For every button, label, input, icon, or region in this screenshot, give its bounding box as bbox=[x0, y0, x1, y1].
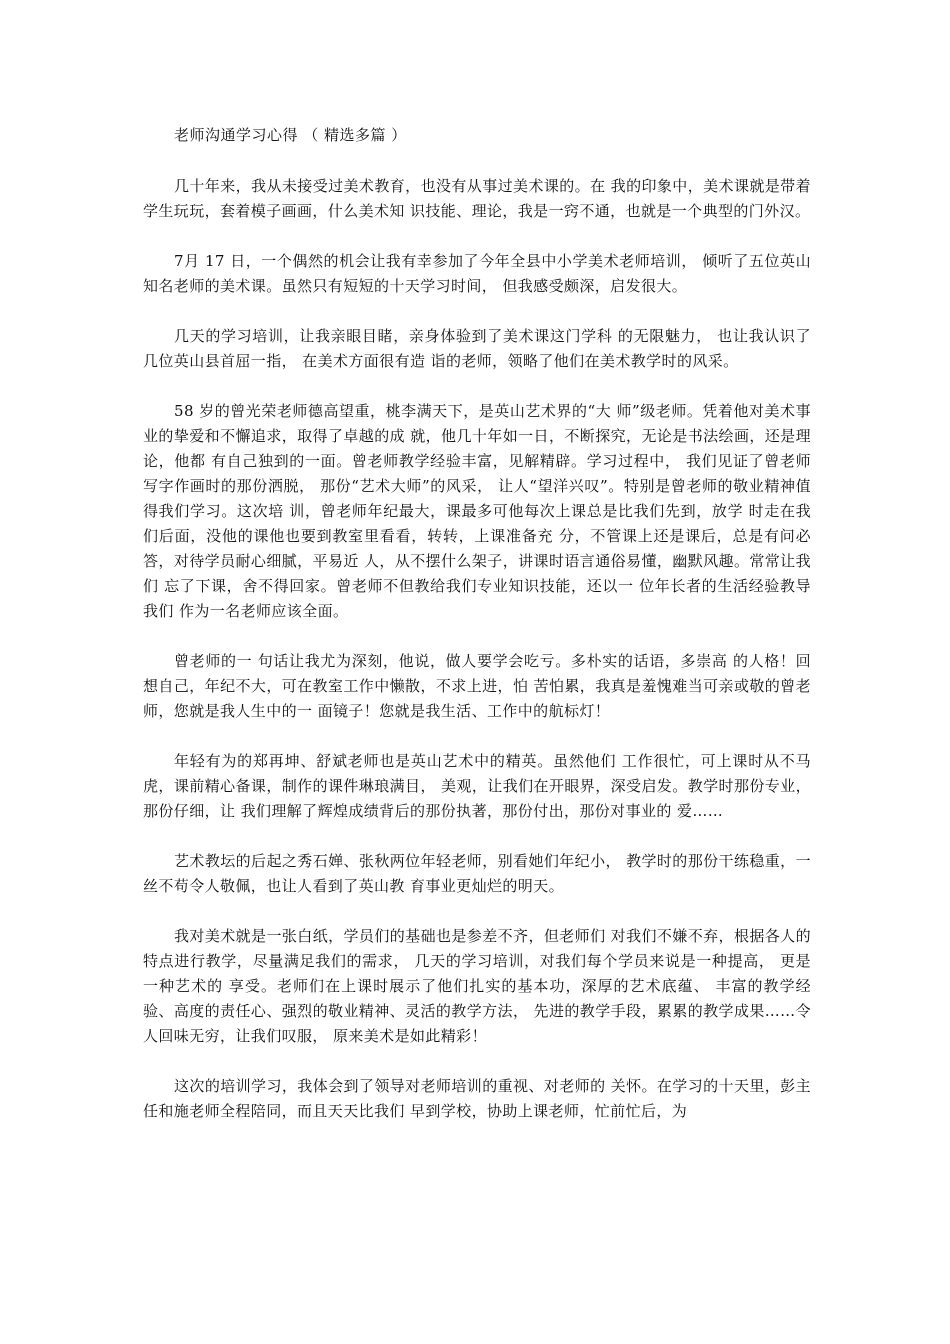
document-body bbox=[143, 174, 811, 1149]
document-title: 老师沟通学习心得 （ 精选多篇 ） bbox=[174, 126, 407, 144]
paragraph-9: 这次的培训学习，我体会到了领导对老师培训的重视、对老师的 关怀。在学习的十天里，彭主任和施老师全程陪同，而且天天比我们 早到学校，协助上课老师，忙前忙后，为 bbox=[143, 1077, 811, 1120]
paragraph-6: 年轻有为的郑再坤、舒斌老师也是英山艺术中的精英。虽然他们 工作很忙，可上课时从不马虎，课前精心备课，制作的课件琳琅满目， 美观，让我们在开眼界，深受启发。教学时那份专业，那份仔细，让 我们理解了辉煌成绩背后的那份执著，那份付出，那份对事业的 爱…… bbox=[143, 752, 811, 820]
paragraph-2: 7月 17 日，一个偶然的机会让我有幸参加了今年全县中小学美术老师培训， 倾听了五位英山知名老师的美术课。虽然只有短短的十天学习时间， 但我感受颇深，启发很大。 bbox=[143, 252, 811, 295]
paragraph-1: 几十年来，我从未接受过美术教育，也没有从事过美术课的。在 我的印象中，美术课就是带着学生玩玩，套着模子画画，什么美术知 识技能、理论，我是一窍不通，也就是一个典型的门外汉。 bbox=[143, 177, 811, 220]
paragraph-4: 58 岁的曾光荣老师德高望重，桃李满天下，是英山艺术界的“大 师”级老师。凭着他对美术事业的挚爱和不懈追求，取得了卓越的成 就，他几十年如一日，不断探究，无论是书法绘画，还是理论，他都 有自己独到的一面。曾老师教学经验丰富，见解精辟。学习过程中， 我们见证了曾老师写字作画时的那份洒脱， 那份“艺术大师”的风采， 让人“望洋兴叹”。特别是曾老师的敬业精神值得我们学习。这次培 训，曾老师年纪最大，课最多可他每次上课总是比我们先到，放学 时走在我们后面，没他的课他也要到教室里看看，转转，上课准备充 分，不管课上还是课后，总是有问必答，对待学员耐心细腻，平易近 人，从不摆什么架子，讲课时语言通俗易懂，幽默风趣。常常让我们 忘了下课，舍不得回家。曾老师不但教给我们专业知识技能，还以一 位年长者的生活经验教导我们 作为一名老师应该全面。 bbox=[143, 402, 811, 620]
paragraph-3: 几天的学习培训，让我亲眼目睹，亲身体验到了美术课这门学科 的无限魅力， 也让我认识了几位英山县首屈一指， 在美术方面很有造 诣的老师，领略了他们在美术教学时的风采。 bbox=[143, 327, 811, 370]
paragraph-7: 艺术教坛的后起之秀石婵、张秋两位年轻老师，别看她们年纪小， 教学时的那份干练稳重，一丝不苟令人敬佩，也让人看到了英山教 育事业更灿烂的明天。 bbox=[143, 852, 811, 895]
paragraph-5: 曾老师的一 句话让我尤为深刻，他说，做人要学会吃亏。多朴实的话语，多崇高 的人格！回想自己，年纪不大，可在教室工作中懒散，不求上进，怕 苦怕累，我真是羞愧难当可亲或敬的曾老师，您就是我人生中的一 面镜子！您就是我生活、工作中的航标灯！ bbox=[143, 652, 811, 720]
paragraph-8: 我对美术就是一张白纸，学员们的基础也是参差不齐，但老师们 对我们不嫌不弃，根据各人的特点进行教学，尽量满足我们的需求， 几天的学习培训，对我们每个学员来说是一种提高， 更是一种艺术的 享受。老师们在上课时展示了他们扎实的基本功，深厚的艺术底蕴、 丰富的教学经验、高度的责任心、强烈的敬业精神、灵活的教学方法， 先进的教学手段，累累的教学成果……令人回味无穷，让我们叹服， 原来美术是如此精彩！ bbox=[143, 927, 811, 1045]
